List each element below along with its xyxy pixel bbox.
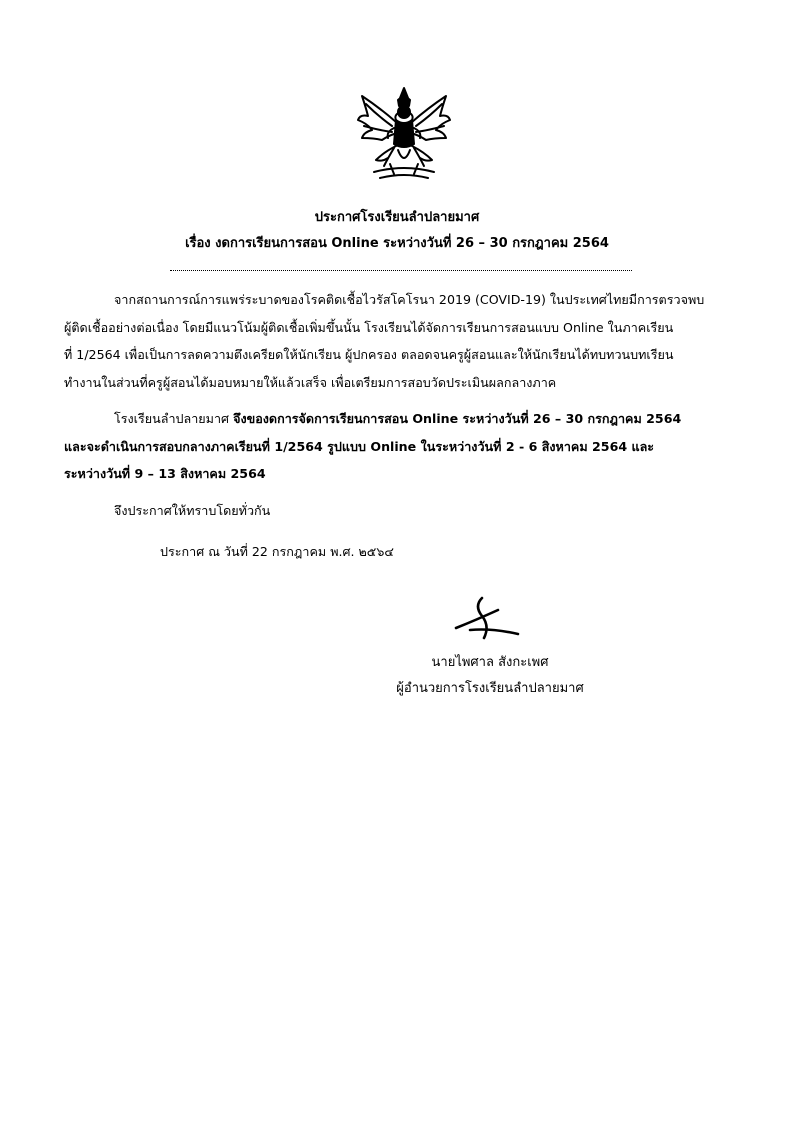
paragraph-suspension — [64, 405, 730, 488]
signature-mark — [446, 594, 526, 640]
signer-position: ผู้อำนวยการโรงเรียนลำปลายมาศ — [396, 681, 584, 696]
signer-name: นายไพศาล สังกะเพศ — [431, 655, 549, 670]
school-name-text: โรงเรียนลำปลายมาศ — [114, 411, 234, 426]
paragraph-situation — [64, 286, 730, 396]
paragraph-line: ที่ 1/2564 เพื่อเป็นการลดความตึงเครียดให้นักเรียน ผู้ปกครอง ตลอดจนครูผู้สอนและให้นักเรียนได้ทบทวนบทเรียน — [64, 347, 674, 362]
announcement-subject: เรื่อง งดการเรียนการสอน Online ระหว่างวันที่ 26 – 30 กรกฎาคม 2564 — [185, 236, 609, 251]
paragraph-line — [64, 405, 730, 433]
paragraph-line: จากสถานการณ์การแพร่ระบาดของโรคติดเชื้อไวรัสโคโรนา 2019 (COVID-19) ในประเทศไทยมีการตรวจพบ — [114, 292, 705, 307]
paragraph-closing — [64, 497, 730, 525]
paragraph-line: ระหว่างวันที่ 9 – 13 สิงหาคม 2564 — [64, 466, 266, 481]
paragraph-line: และจะดำเนินการสอบกลางภาคเรียนที่ 1/2564 รูปแบบ Online ในระหว่างวันที่ 2 - 6 สิงหาคม 2564 และ — [64, 438, 655, 454]
date-text: ประกาศ ณ วันที่ 22 กรกฎาคม พ.ศ. ๒๕๖๔ — [160, 544, 394, 559]
paragraph-line: ทำงานในส่วนที่ครูผู้สอนได้มอบหมายให้แล้วเสร็จ เพื่อเตรียมการสอบวัดประเมินผลกลางภาค — [64, 374, 557, 390]
garuda-emblem-icon — [354, 86, 454, 182]
suspension-text: จึงของดการจัดการเรียนการสอน Online ระหว่างวันที่ 26 – 30 กรกฎาคม 2564 — [233, 411, 682, 426]
announcement-title: ประกาศโรงเรียนลำปลายมาศ — [314, 210, 480, 225]
date-line — [160, 538, 560, 566]
signer-block — [380, 650, 600, 702]
dotted-divider — [170, 270, 632, 271]
paragraph-line: ผู้ติดเชื้ออย่างต่อเนื่อง โดยมีแนวโน้มผู้ติดเชื้อเพิ่มขึ้นนั้น โรงเรียนได้จัดการเรียนการสอนแบบ Online ในภาคเรียน — [64, 319, 674, 335]
closing-text: จึงประกาศให้ทราบโดยทั่วกัน — [114, 503, 271, 518]
title-block — [0, 205, 794, 257]
